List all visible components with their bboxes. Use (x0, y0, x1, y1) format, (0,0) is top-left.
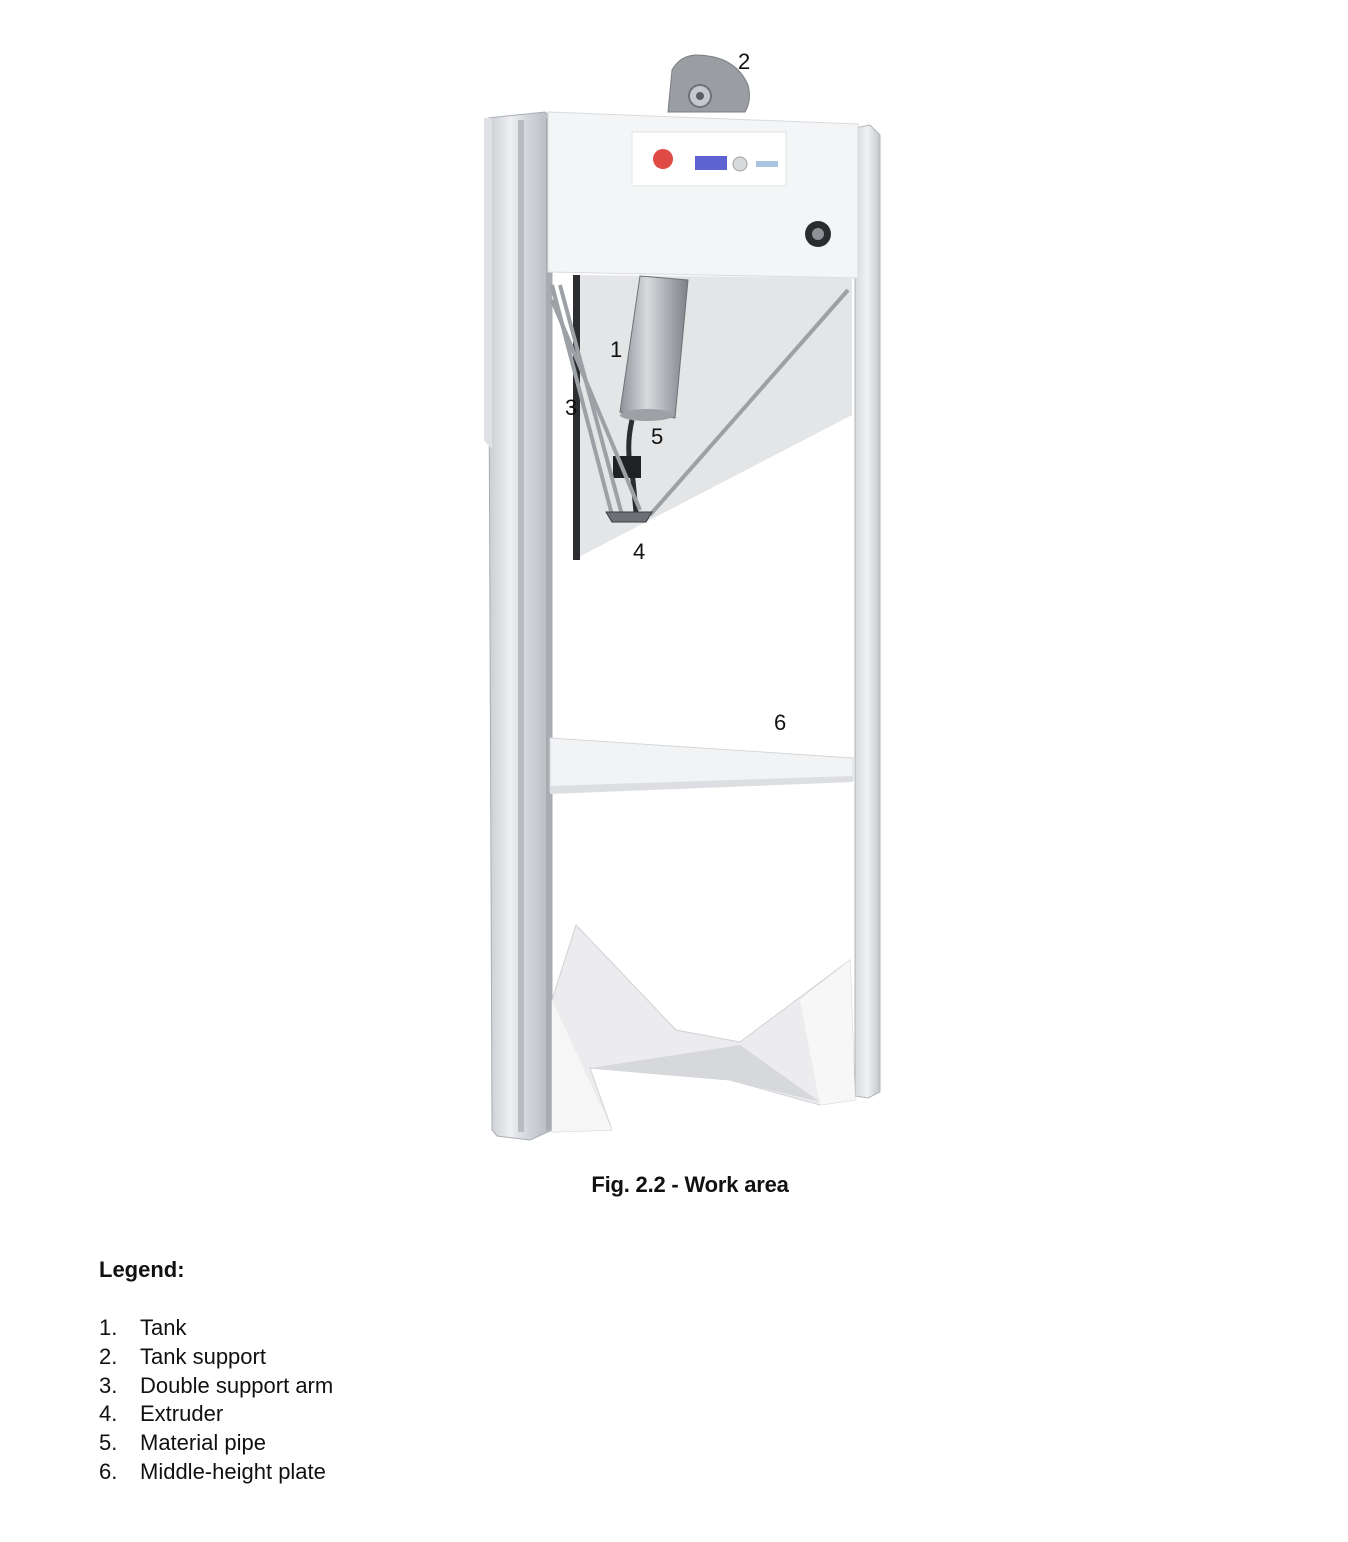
callout-2: 2 (738, 49, 751, 74)
callout-4: 4 (633, 539, 646, 564)
legend-item-label: Tank support (140, 1343, 266, 1369)
callout-1: 1 (610, 337, 623, 362)
legend-item-number: 3. (99, 1372, 118, 1398)
legend-item (99, 1372, 333, 1401)
legend-item-number: 1. (99, 1315, 118, 1340)
legend-list (99, 1314, 333, 1487)
legend-item-number: 4. (99, 1401, 118, 1427)
legend-item (99, 1400, 333, 1429)
callout-5: 5 (651, 424, 664, 449)
legend-item-label: Double support arm (140, 1372, 334, 1398)
legend-item-number: 5. (99, 1430, 118, 1456)
legend-item (99, 1314, 333, 1343)
legend-title: Legend: (99, 1257, 185, 1282)
legend-item-label: Material pipe (140, 1430, 266, 1456)
legend-item-number: 2. (99, 1343, 118, 1369)
legend-item-number: 6. (99, 1458, 118, 1484)
callout-6: 6 (774, 710, 787, 735)
printer-base (552, 925, 855, 1132)
legend-item (99, 1343, 333, 1372)
figure-caption: Fig. 2.2 - Work area (591, 1172, 789, 1197)
legend-item-label: Middle-height plate (140, 1458, 326, 1484)
legend-item (99, 1458, 333, 1487)
legend-item (99, 1429, 333, 1458)
legend-item-label: Extruder (140, 1401, 224, 1427)
legend-item-label: Tank (140, 1315, 187, 1340)
callout-3: 3 (565, 395, 578, 420)
